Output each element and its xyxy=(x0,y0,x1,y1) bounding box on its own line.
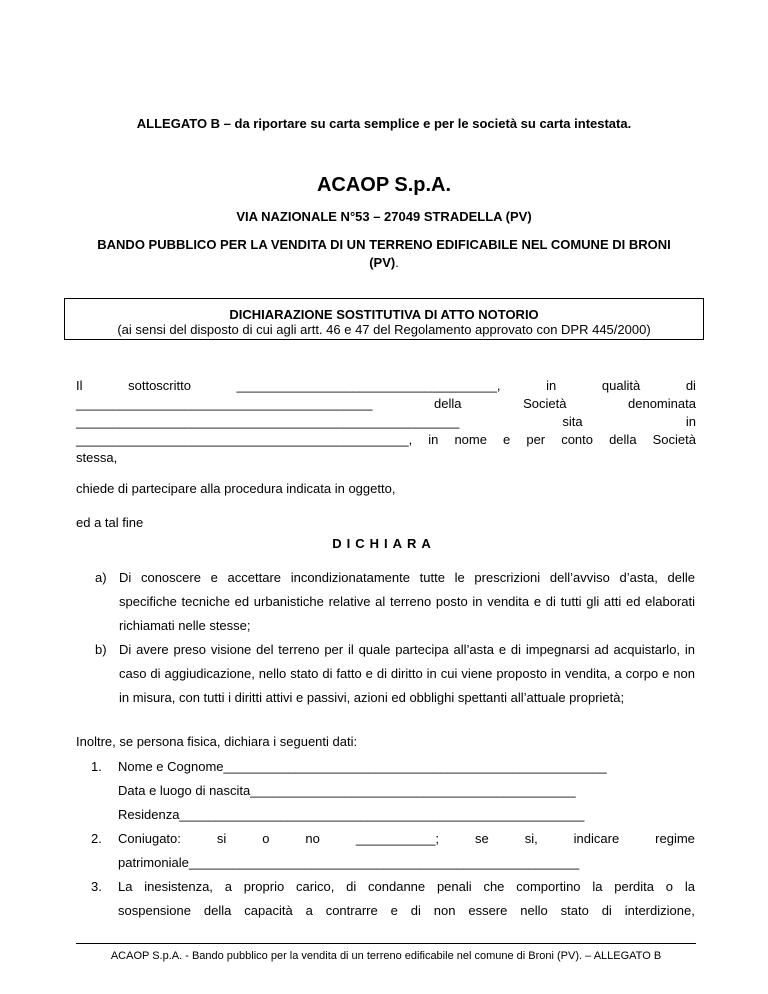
name-field: Nome e Cognome_____________________________________________________ xyxy=(118,759,607,774)
form-word: inesistenza, xyxy=(144,879,213,894)
form-word: che xyxy=(483,879,505,894)
bando-title-end: . xyxy=(395,255,399,270)
role-blank: _________________________________________ xyxy=(76,396,373,411)
fine-text: ed a tal fine xyxy=(76,515,144,530)
item-a-label: a) xyxy=(95,570,107,585)
num-3-line-2 xyxy=(118,903,695,921)
form-word: indicare xyxy=(573,831,620,846)
form-word: Il xyxy=(76,378,83,393)
form-word: a xyxy=(305,903,313,918)
form-word: di xyxy=(685,378,696,393)
num-3-line-1 xyxy=(118,879,695,897)
form-word: la xyxy=(592,879,603,894)
regime-field: patrimoniale______________________________________________________ xyxy=(118,855,580,870)
form-word: di xyxy=(601,903,612,918)
form-word: condanne xyxy=(368,879,426,894)
form-line-3 xyxy=(76,414,696,432)
form-word: la xyxy=(684,879,695,894)
form-word: se xyxy=(474,831,489,846)
form-word: sottoscritto xyxy=(128,378,191,393)
dichiara-heading: DICHIARA xyxy=(332,536,436,551)
birth-field: Data e luogo di nascita_____________________________________________ xyxy=(118,783,576,798)
num-3-label: 3. xyxy=(91,879,102,894)
company-address: VIA NAZIONALE N°53 – 27049 STRADELLA (PV) xyxy=(236,209,532,224)
form-word: denominata xyxy=(628,396,696,411)
form-word: per xyxy=(526,432,546,447)
form-line-4 xyxy=(76,432,696,450)
form-word: non xyxy=(433,903,456,918)
married-line xyxy=(118,831,695,849)
form-word: regime xyxy=(655,831,695,846)
form-line-2 xyxy=(76,396,696,414)
form-word: interdizione, xyxy=(624,903,695,918)
item-a-text: Di conoscere e accettare incondizionatamente tutte le prescrizioni dell’avviso d’asta, delle specifiche tecniche ed urbanistiche relative al terreno posto in vendita e di tutti gli atti ed elaborati richiamati nelle stesse; xyxy=(119,570,695,633)
form-word: e xyxy=(503,432,511,447)
inoltre-text: Inoltre, se persona fisica, dichiara i seguenti dati: xyxy=(76,734,358,749)
form-word: proprio xyxy=(243,879,285,894)
company-name: ACAOP S.p.A. xyxy=(316,174,452,196)
form-word: della xyxy=(203,903,232,918)
form-word: perdita xyxy=(614,879,654,894)
declaration-subtitle: (ai sensi del disposto di cui agli artt. 46 e 47 del Regolamento approvato con DPR 445/2000) xyxy=(117,322,651,337)
page-footer: ACAOP S.p.A. - Bando pubblico per la vendita di un terreno edificabile nel comune di Broni (PV). – ALLEGATO B xyxy=(110,950,662,962)
form-word: Società xyxy=(523,396,567,411)
form-word: penali xyxy=(436,879,472,894)
company-blank: _____________________________________________________ xyxy=(76,414,460,429)
form-word: a xyxy=(224,879,232,894)
location-blank: ______________________________________________, xyxy=(76,432,413,447)
declaration-title: DICHIARAZIONE SOSTITUTIVA DI ATTO NOTORIO xyxy=(229,307,539,322)
form-word: o xyxy=(665,879,674,894)
bando-title xyxy=(90,236,678,272)
form-word: nello xyxy=(520,903,548,918)
form-line-5: stessa, xyxy=(76,450,118,465)
name-blank: ____________________________________, xyxy=(236,378,501,393)
form-word: capacità xyxy=(244,903,293,918)
form-word: della xyxy=(434,396,462,411)
form-word: stato xyxy=(560,903,589,918)
form-word: in xyxy=(685,414,696,429)
residence-field: Residenza________________________________________________________ xyxy=(118,807,585,822)
form-word: o xyxy=(262,831,270,846)
chiede-text: chiede di partecipare alla procedura indicata in oggetto, xyxy=(76,481,396,496)
form-word: essere xyxy=(468,903,508,918)
form-word: La xyxy=(118,879,133,894)
form-word: Coniugato: xyxy=(118,831,181,846)
form-word: in xyxy=(428,432,439,447)
form-word: qualità xyxy=(601,378,641,393)
form-word: carico, xyxy=(296,879,335,894)
form-word: contrarre xyxy=(325,903,378,918)
footer-rule xyxy=(76,943,696,944)
item-b-label: b) xyxy=(95,642,107,657)
num-2-label: 2. xyxy=(91,831,102,846)
form-word: e xyxy=(390,903,398,918)
allegato-header: ALLEGATO B – da riportare su carta semplice e per le società su carta intestata. xyxy=(136,116,632,131)
form-word: di xyxy=(346,879,357,894)
form-word: Società xyxy=(652,432,696,447)
num-1-label: 1. xyxy=(91,759,102,774)
form-line-1 xyxy=(76,378,696,396)
form-word: sospensione xyxy=(118,903,191,918)
form-word: sita xyxy=(562,414,583,429)
bando-title-text: BANDO PUBBLICO PER LA VENDITA DI UN TERRENO EDIFICABILE NEL COMUNE DI BRONI (PV) xyxy=(97,237,671,270)
form-word: di xyxy=(410,903,421,918)
declaration-box xyxy=(64,298,704,340)
form-word: comportino xyxy=(516,879,581,894)
form-word: della xyxy=(609,432,637,447)
married-blank: ___________; xyxy=(355,831,440,846)
form-word: nome xyxy=(454,432,487,447)
form-word: si, xyxy=(524,831,538,846)
form-word: si xyxy=(216,831,227,846)
form-word: conto xyxy=(561,432,594,447)
form-word: no xyxy=(305,831,320,846)
item-b-text: Di avere preso visione del terreno per il quale partecipa all’asta e di impegnarsi ad acquistarlo, in caso di aggiudicazione, nello stato di fatto e di diritto in cui viene proposto in vendita, a corpo e non in misura, con tutti i diritti attivi e passivi, azioni ed obblighi spettanti all’attuale proprietà; xyxy=(119,642,695,705)
form-word: in xyxy=(546,378,557,393)
